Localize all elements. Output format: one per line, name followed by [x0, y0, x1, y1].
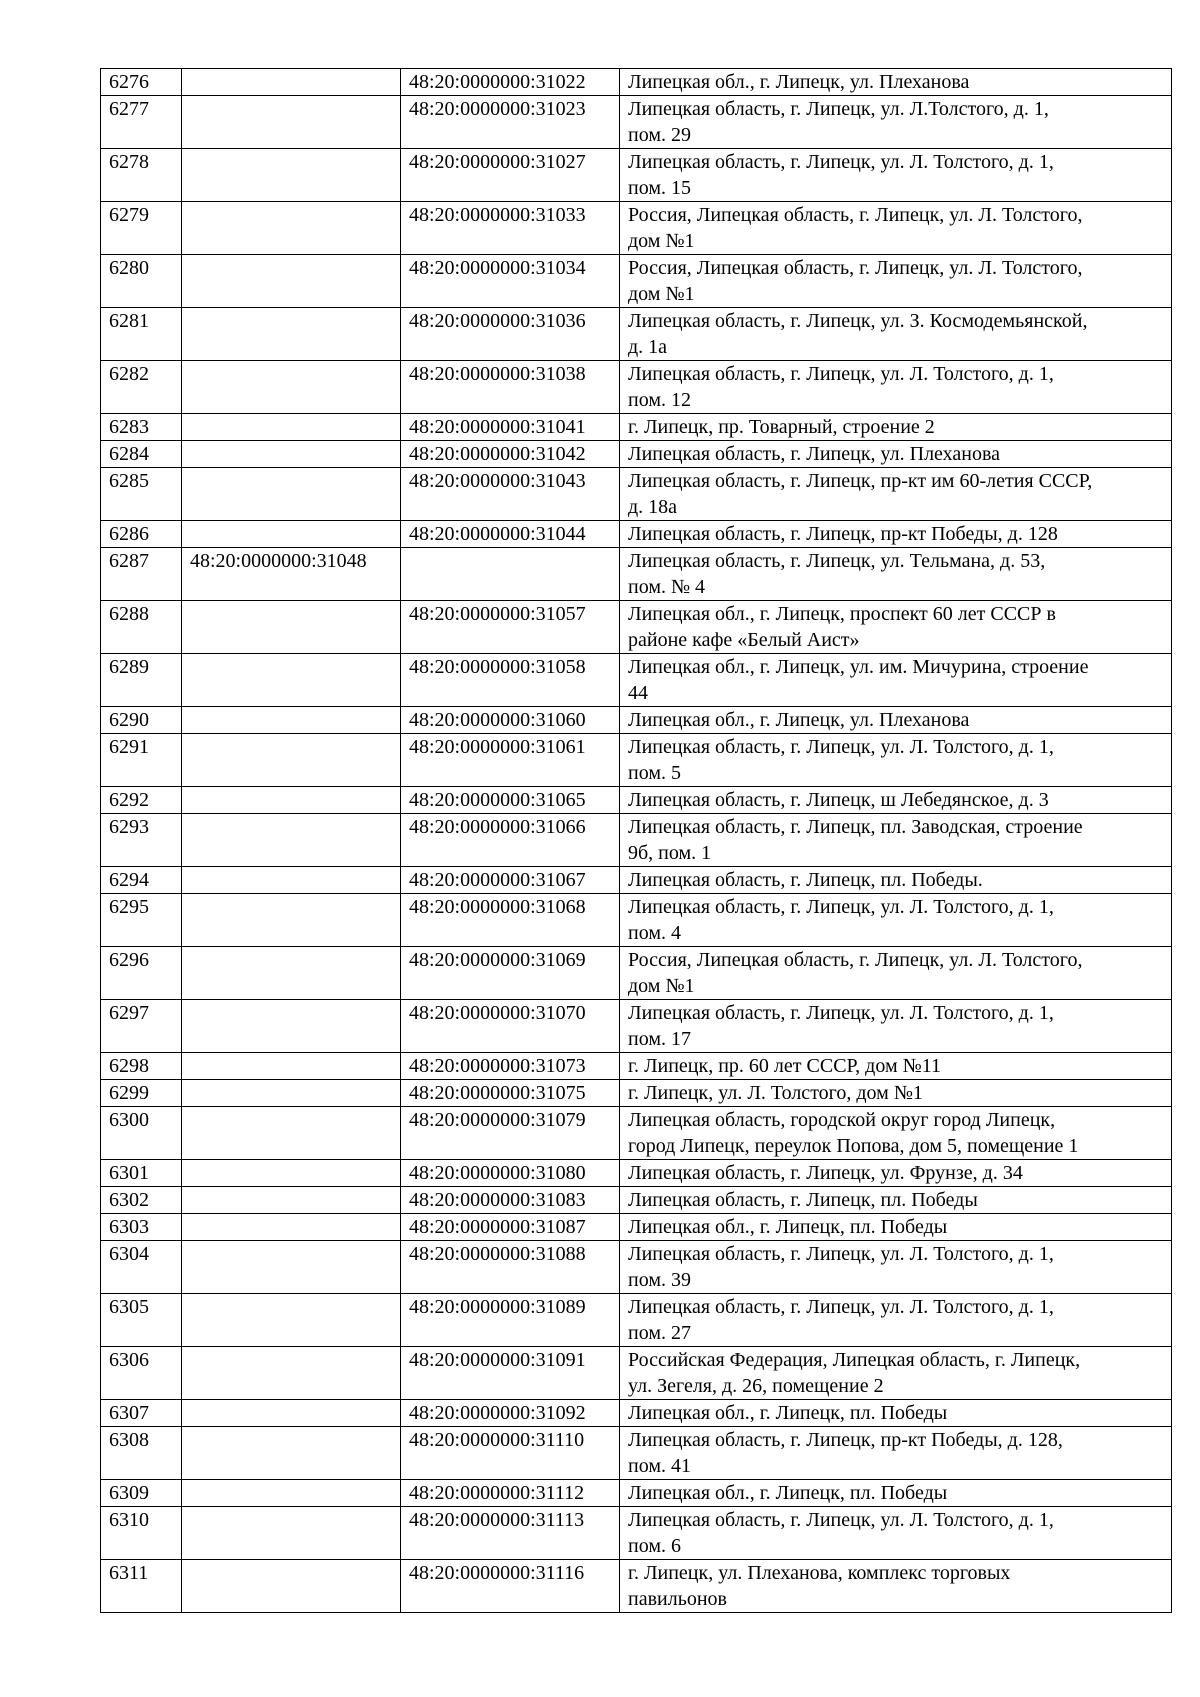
- row-number-cell: 6283: [101, 414, 182, 441]
- row-number-cell: 6281: [101, 308, 182, 361]
- table-row: [101, 548, 1172, 601]
- cadastral-number-cell: 48:20:0000000:31066: [401, 814, 620, 867]
- table-row: [101, 1241, 1172, 1294]
- table-row: [101, 1107, 1172, 1160]
- address-cell: Липецкая область, г. Липецк, ул. З. Космодемьянской, д. 1а: [620, 308, 1172, 361]
- table-row: [101, 441, 1172, 468]
- row-number-cell: 6288: [101, 601, 182, 654]
- cadastral-number-cell: 48:20:0000000:31057: [401, 601, 620, 654]
- previous-cadastral-number-cell: [182, 149, 401, 202]
- address-cell: Липецкая область, г. Липецк, ул. Л. Толстого, д. 1, пом. 17: [620, 1000, 1172, 1053]
- address-cell: Липецкая область, г. Липецк, ул. Л.Толстого, д. 1, пом. 29: [620, 96, 1172, 149]
- table-row: [101, 1214, 1172, 1241]
- table-row: [101, 96, 1172, 149]
- address-cell: г. Липецк, ул. Плеханова, комплекс торговых павильонов: [620, 1560, 1172, 1613]
- table-row: [101, 654, 1172, 707]
- previous-cadastral-number-cell: [182, 1347, 401, 1400]
- previous-cadastral-number-cell: [182, 308, 401, 361]
- previous-cadastral-number-cell: [182, 1560, 401, 1613]
- row-number-cell: 6308: [101, 1427, 182, 1480]
- cadastral-number-cell: 48:20:0000000:31044: [401, 521, 620, 548]
- table-row: [101, 894, 1172, 947]
- cadastral-number-cell: 48:20:0000000:31061: [401, 734, 620, 787]
- table-row: [101, 1080, 1172, 1107]
- table-row: [101, 1000, 1172, 1053]
- address-cell: Россия, Липецкая область, г. Липецк, ул. Л. Толстого, дом №1: [620, 947, 1172, 1000]
- cadastral-number-cell: 48:20:0000000:31023: [401, 96, 620, 149]
- previous-cadastral-number-cell: [182, 255, 401, 308]
- table-row: [101, 1560, 1172, 1613]
- row-number-cell: 6277: [101, 96, 182, 149]
- cadastral-number-cell: 48:20:0000000:31036: [401, 308, 620, 361]
- row-number-cell: 6307: [101, 1400, 182, 1427]
- table-row: [101, 947, 1172, 1000]
- row-number-cell: 6276: [101, 69, 182, 96]
- previous-cadastral-number-cell: [182, 441, 401, 468]
- previous-cadastral-number-cell: [182, 707, 401, 734]
- cadastral-number-cell: 48:20:0000000:31073: [401, 1053, 620, 1080]
- row-number-cell: 6295: [101, 894, 182, 947]
- row-number-cell: 6292: [101, 787, 182, 814]
- address-cell: Липецкая обл., г. Липецк, пл. Победы: [620, 1214, 1172, 1241]
- row-number-cell: 6303: [101, 1214, 182, 1241]
- address-cell: Липецкая обл., г. Липецк, ул. им. Мичурина, строение 44: [620, 654, 1172, 707]
- address-cell: Липецкая обл., г. Липецк, пл. Победы: [620, 1480, 1172, 1507]
- row-number-cell: 6296: [101, 947, 182, 1000]
- row-number-cell: 6304: [101, 1241, 182, 1294]
- previous-cadastral-number-cell: [182, 601, 401, 654]
- address-cell: Липецкая область, г. Липецк, ул. Л. Толстого, д. 1, пом. 4: [620, 894, 1172, 947]
- table-row: [101, 1400, 1172, 1427]
- address-cell: г. Липецк, пр. 60 лет СССР, дом №11: [620, 1053, 1172, 1080]
- address-cell: Липецкая область, г. Липецк, ул. Л. Толстого, д. 1, пом. 15: [620, 149, 1172, 202]
- address-cell: Липецкая область, г. Липецк, пл. Победы.: [620, 867, 1172, 894]
- row-number-cell: 6285: [101, 468, 182, 521]
- address-cell: Липецкая область, г. Липецк, ул. Л. Толстого, д. 1, пом. 6: [620, 1507, 1172, 1560]
- row-number-cell: 6284: [101, 441, 182, 468]
- table-row: [101, 1507, 1172, 1560]
- previous-cadastral-number-cell: 48:20:0000000:31048: [182, 548, 401, 601]
- cadastral-number-cell: 48:20:0000000:31034: [401, 255, 620, 308]
- address-cell: Липецкая область, г. Липецк, пр-кт Победы, д. 128: [620, 521, 1172, 548]
- address-cell: Липецкая область, г. Липецк, ул. Л. Толстого, д. 1, пом. 39: [620, 1241, 1172, 1294]
- table-row: [101, 1160, 1172, 1187]
- table-row: [101, 1480, 1172, 1507]
- row-number-cell: 6289: [101, 654, 182, 707]
- address-cell: Липецкая обл., г. Липецк, пл. Победы: [620, 1400, 1172, 1427]
- previous-cadastral-number-cell: [182, 1080, 401, 1107]
- cadastral-number-cell: 48:20:0000000:31088: [401, 1241, 620, 1294]
- row-number-cell: 6280: [101, 255, 182, 308]
- address-cell: Липецкая область, г. Липецк, пр-кт Победы, д. 128, пом. 41: [620, 1427, 1172, 1480]
- table-row: [101, 308, 1172, 361]
- previous-cadastral-number-cell: [182, 1294, 401, 1347]
- table-row: [101, 787, 1172, 814]
- table-row: [101, 255, 1172, 308]
- table-row: [101, 1347, 1172, 1400]
- cadastral-number-cell: 48:20:0000000:31112: [401, 1480, 620, 1507]
- cadastral-number-cell: 48:20:0000000:31091: [401, 1347, 620, 1400]
- row-number-cell: 6293: [101, 814, 182, 867]
- address-cell: Липецкая область, г. Липецк, ул. Л. Толстого, д. 1, пом. 12: [620, 361, 1172, 414]
- address-cell: Липецкая область, г. Липецк, пр-кт им 60-летия СССР, д. 18а: [620, 468, 1172, 521]
- row-number-cell: 6311: [101, 1560, 182, 1613]
- row-number-cell: 6301: [101, 1160, 182, 1187]
- previous-cadastral-number-cell: [182, 1053, 401, 1080]
- cadastral-number-cell: 48:20:0000000:31070: [401, 1000, 620, 1053]
- row-number-cell: 6299: [101, 1080, 182, 1107]
- previous-cadastral-number-cell: [182, 734, 401, 787]
- previous-cadastral-number-cell: [182, 1000, 401, 1053]
- table-row: [101, 149, 1172, 202]
- address-cell: Липецкая область, г. Липецк, пл. Победы: [620, 1187, 1172, 1214]
- row-number-cell: 6300: [101, 1107, 182, 1160]
- cadastral-number-cell: 48:20:0000000:31080: [401, 1160, 620, 1187]
- property-table-body: [101, 69, 1172, 1613]
- address-cell: Липецкая область, г. Липецк, ул. Плеханова: [620, 441, 1172, 468]
- row-number-cell: 6287: [101, 548, 182, 601]
- table-row: [101, 202, 1172, 255]
- previous-cadastral-number-cell: [182, 814, 401, 867]
- row-number-cell: 6309: [101, 1480, 182, 1507]
- row-number-cell: 6294: [101, 867, 182, 894]
- previous-cadastral-number-cell: [182, 361, 401, 414]
- table-row: [101, 1294, 1172, 1347]
- address-cell: г. Липецк, ул. Л. Толстого, дом №1: [620, 1080, 1172, 1107]
- previous-cadastral-number-cell: [182, 1400, 401, 1427]
- previous-cadastral-number-cell: [182, 1107, 401, 1160]
- row-number-cell: 6306: [101, 1347, 182, 1400]
- previous-cadastral-number-cell: [182, 1160, 401, 1187]
- previous-cadastral-number-cell: [182, 654, 401, 707]
- address-cell: Липецкая обл., г. Липецк, ул. Плеханова: [620, 69, 1172, 96]
- table-row: [101, 734, 1172, 787]
- table-row: [101, 707, 1172, 734]
- cadastral-number-cell: 48:20:0000000:31043: [401, 468, 620, 521]
- cadastral-number-cell: 48:20:0000000:31067: [401, 867, 620, 894]
- address-cell: Липецкая область, г. Липецк, ул. Л. Толстого, д. 1, пом. 27: [620, 1294, 1172, 1347]
- address-cell: Липецкая область, г. Липецк, ул. Фрунзе, д. 34: [620, 1160, 1172, 1187]
- cadastral-number-cell: 48:20:0000000:31110: [401, 1427, 620, 1480]
- previous-cadastral-number-cell: [182, 894, 401, 947]
- row-number-cell: 6298: [101, 1053, 182, 1080]
- cadastral-number-cell: 48:20:0000000:31092: [401, 1400, 620, 1427]
- previous-cadastral-number-cell: [182, 1241, 401, 1294]
- cadastral-number-cell: 48:20:0000000:31075: [401, 1080, 620, 1107]
- previous-cadastral-number-cell: [182, 521, 401, 548]
- cadastral-number-cell: 48:20:0000000:31083: [401, 1187, 620, 1214]
- address-cell: Российская Федерация, Липецкая область, г. Липецк, ул. Зегеля, д. 26, помещение 2: [620, 1347, 1172, 1400]
- table-row: [101, 867, 1172, 894]
- row-number-cell: 6305: [101, 1294, 182, 1347]
- cadastral-number-cell: 48:20:0000000:31033: [401, 202, 620, 255]
- table-row: [101, 468, 1172, 521]
- previous-cadastral-number-cell: [182, 96, 401, 149]
- row-number-cell: 6279: [101, 202, 182, 255]
- row-number-cell: 6291: [101, 734, 182, 787]
- row-number-cell: 6297: [101, 1000, 182, 1053]
- table-row: [101, 1187, 1172, 1214]
- property-table: [100, 68, 1172, 1613]
- cadastral-number-cell: 48:20:0000000:31069: [401, 947, 620, 1000]
- cadastral-number-cell: 48:20:0000000:31042: [401, 441, 620, 468]
- row-number-cell: 6310: [101, 1507, 182, 1560]
- address-cell: Липецкая область, г. Липецк, пл. Заводская, строение 9б, пом. 1: [620, 814, 1172, 867]
- previous-cadastral-number-cell: [182, 787, 401, 814]
- cadastral-number-cell: 48:20:0000000:31068: [401, 894, 620, 947]
- table-row: [101, 601, 1172, 654]
- address-cell: Липецкая область, г. Липецк, ул. Тельмана, д. 53, пом. № 4: [620, 548, 1172, 601]
- row-number-cell: 6282: [101, 361, 182, 414]
- previous-cadastral-number-cell: [182, 202, 401, 255]
- address-cell: Липецкая область, г. Липецк, ул. Л. Толстого, д. 1, пом. 5: [620, 734, 1172, 787]
- address-cell: Липецкая обл., г. Липецк, ул. Плеханова: [620, 707, 1172, 734]
- cadastral-number-cell: 48:20:0000000:31041: [401, 414, 620, 441]
- cadastral-number-cell: 48:20:0000000:31065: [401, 787, 620, 814]
- previous-cadastral-number-cell: [182, 414, 401, 441]
- row-number-cell: 6278: [101, 149, 182, 202]
- previous-cadastral-number-cell: [182, 1187, 401, 1214]
- previous-cadastral-number-cell: [182, 468, 401, 521]
- address-cell: Липецкая обл., г. Липецк, проспект 60 лет СССР в районе кафе «Белый Аист»: [620, 601, 1172, 654]
- cadastral-number-cell: 48:20:0000000:31113: [401, 1507, 620, 1560]
- previous-cadastral-number-cell: [182, 69, 401, 96]
- cadastral-number-cell: 48:20:0000000:31027: [401, 149, 620, 202]
- address-cell: Липецкая область, городской округ город Липецк, город Липецк, переулок Попова, дом 5, помещение 1: [620, 1107, 1172, 1160]
- previous-cadastral-number-cell: [182, 1480, 401, 1507]
- address-cell: Липецкая область, г. Липецк, ш Лебедянское, д. 3: [620, 787, 1172, 814]
- address-cell: Россия, Липецкая область, г. Липецк, ул. Л. Толстого, дом №1: [620, 255, 1172, 308]
- cadastral-number-cell: 48:20:0000000:31060: [401, 707, 620, 734]
- row-number-cell: 6290: [101, 707, 182, 734]
- row-number-cell: 6302: [101, 1187, 182, 1214]
- table-row: [101, 414, 1172, 441]
- table-row: [101, 1053, 1172, 1080]
- previous-cadastral-number-cell: [182, 1507, 401, 1560]
- previous-cadastral-number-cell: [182, 947, 401, 1000]
- table-row: [101, 814, 1172, 867]
- table-row: [101, 521, 1172, 548]
- cadastral-number-cell: 48:20:0000000:31038: [401, 361, 620, 414]
- previous-cadastral-number-cell: [182, 1427, 401, 1480]
- previous-cadastral-number-cell: [182, 867, 401, 894]
- previous-cadastral-number-cell: [182, 1214, 401, 1241]
- cadastral-number-cell: 48:20:0000000:31079: [401, 1107, 620, 1160]
- cadastral-number-cell: 48:20:0000000:31058: [401, 654, 620, 707]
- table-row: [101, 361, 1172, 414]
- row-number-cell: 6286: [101, 521, 182, 548]
- cadastral-number-cell: 48:20:0000000:31022: [401, 69, 620, 96]
- cadastral-number-cell: 48:20:0000000:31116: [401, 1560, 620, 1613]
- cadastral-number-cell: 48:20:0000000:31087: [401, 1214, 620, 1241]
- address-cell: г. Липецк, пр. Товарный, строение 2: [620, 414, 1172, 441]
- cadastral-number-cell: 48:20:0000000:31089: [401, 1294, 620, 1347]
- table-row: [101, 1427, 1172, 1480]
- table-row: [101, 69, 1172, 96]
- address-cell: Россия, Липецкая область, г. Липецк, ул. Л. Толстого, дом №1: [620, 202, 1172, 255]
- cadastral-number-cell: [401, 548, 620, 601]
